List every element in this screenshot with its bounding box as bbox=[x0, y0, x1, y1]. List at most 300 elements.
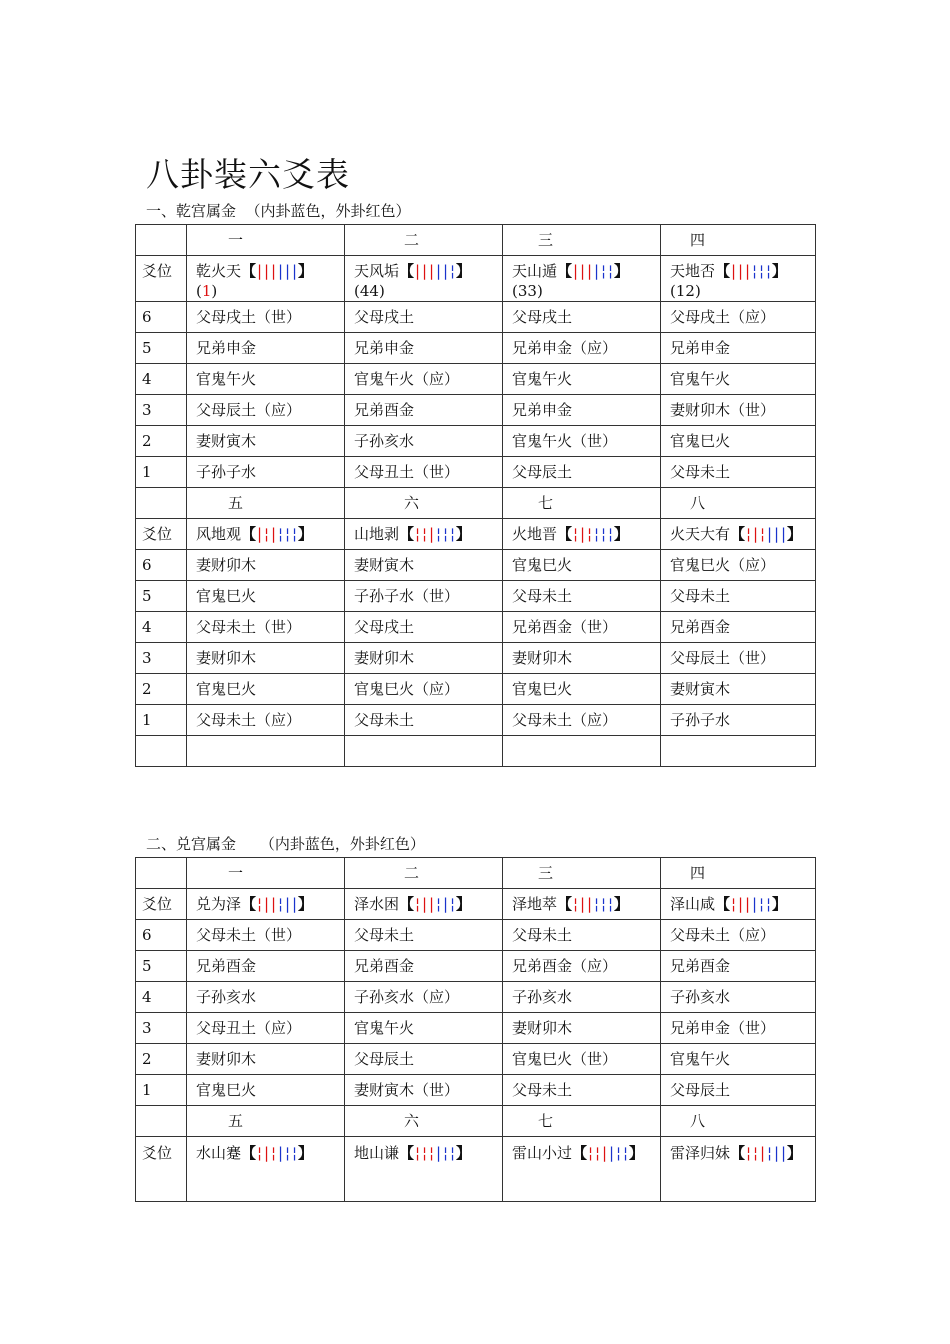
line-position-cell bbox=[136, 982, 187, 1013]
column-number: 三 bbox=[538, 231, 554, 249]
yin-line-mark: ¦ bbox=[443, 525, 449, 543]
yang-line-mark: | bbox=[264, 1144, 270, 1162]
section-heading-qian: 一、乾宫属金 （内卦蓝色，外卦红色） bbox=[146, 202, 411, 220]
line-content-cell bbox=[345, 364, 503, 395]
bracket-open: 【 bbox=[572, 1144, 588, 1162]
column-number: 六 bbox=[404, 494, 420, 512]
yin-line-mark: ¦ bbox=[759, 262, 765, 280]
line-content-cell bbox=[345, 1075, 503, 1106]
line-content: 官鬼午火 bbox=[512, 370, 573, 388]
line-content: 官鬼巳火 bbox=[196, 680, 257, 698]
hexagram-cell bbox=[187, 1137, 345, 1202]
yang-line-mark: | bbox=[781, 525, 787, 543]
yin-line-mark: ¦ bbox=[731, 895, 737, 913]
yin-line-mark: ¦ bbox=[759, 895, 765, 913]
line-content-cell bbox=[187, 581, 345, 612]
line-position: 5 bbox=[142, 587, 152, 605]
blank-cell bbox=[136, 736, 187, 767]
line-content-cell bbox=[503, 581, 661, 612]
line-content: 妻财卯木 bbox=[196, 556, 257, 574]
column-number-cell bbox=[503, 1106, 661, 1137]
bracket-open: 【 bbox=[730, 525, 746, 543]
hexagram-number bbox=[512, 282, 543, 300]
yin-line-mark: ¦ bbox=[587, 525, 593, 543]
line-content-cell bbox=[661, 364, 816, 395]
hexagram-name-row bbox=[136, 519, 816, 550]
bracket-open: 【 bbox=[557, 262, 573, 280]
hexagram-name: 山地剥 bbox=[354, 525, 400, 543]
yang-line-mark: | bbox=[278, 1144, 284, 1162]
line-content: 父母戌土 bbox=[512, 308, 573, 326]
line-content-cell bbox=[661, 1013, 816, 1044]
yin-line-mark: ¦ bbox=[746, 1144, 752, 1162]
hexagram-number-prefix: (12) bbox=[670, 282, 701, 300]
yang-line-mark: | bbox=[580, 262, 586, 280]
yin-line-mark: ¦ bbox=[436, 525, 442, 543]
hexagram-lines bbox=[414, 894, 456, 914]
column-number: 一 bbox=[228, 231, 244, 249]
column-number-cell bbox=[661, 225, 816, 256]
column-number-cell bbox=[345, 488, 503, 519]
yin-line-mark: ¦ bbox=[746, 525, 752, 543]
line-content-cell bbox=[345, 1013, 503, 1044]
line-content: 妻财寅木 bbox=[670, 680, 731, 698]
line-content: 父母辰土 bbox=[512, 463, 573, 481]
position-label-cell bbox=[136, 889, 187, 920]
line-content: 父母辰土（应） bbox=[196, 401, 302, 419]
bracket-open: 【 bbox=[715, 895, 731, 913]
hexagram-name: 风地观 bbox=[196, 525, 242, 543]
yang-line-mark: | bbox=[745, 895, 751, 913]
line-position: 6 bbox=[142, 308, 152, 326]
empty-corner-cell bbox=[136, 488, 187, 519]
line-content: 官鬼午火 bbox=[670, 370, 731, 388]
line-content: 官鬼午火（世） bbox=[512, 432, 618, 450]
line-content: 官鬼巳火（应） bbox=[354, 680, 460, 698]
line-position-cell bbox=[136, 364, 187, 395]
hexagram-number-prefix: ( bbox=[196, 282, 202, 300]
position-label: 爻位 bbox=[142, 262, 173, 280]
line-content: 官鬼午火（应） bbox=[354, 370, 460, 388]
yin-line-mark: ¦ bbox=[292, 525, 298, 543]
line-content-cell bbox=[345, 705, 503, 736]
line-content: 父母未土 bbox=[512, 926, 573, 944]
line-position-cell bbox=[136, 333, 187, 364]
line-content: 父母辰土 bbox=[354, 1050, 415, 1068]
bracket-close: 】 bbox=[787, 1144, 803, 1162]
bracket-open: 【 bbox=[730, 1144, 746, 1162]
line-content-cell bbox=[187, 705, 345, 736]
yang-line-mark: | bbox=[285, 895, 291, 913]
hexagram-lines bbox=[730, 261, 772, 281]
line-content-cell bbox=[661, 302, 816, 333]
hexagram-cell bbox=[503, 519, 661, 550]
header-number-row bbox=[136, 488, 816, 519]
line-content: 官鬼巳火（世） bbox=[512, 1050, 618, 1068]
line-content-cell bbox=[503, 705, 661, 736]
line-row bbox=[136, 426, 816, 457]
line-content: 妻财卯木 bbox=[196, 649, 257, 667]
yin-line-mark: ¦ bbox=[608, 525, 614, 543]
line-position: 4 bbox=[142, 618, 152, 636]
yang-line-mark: | bbox=[285, 262, 291, 280]
yang-line-mark: | bbox=[587, 895, 593, 913]
hexagram-name-row bbox=[136, 889, 816, 920]
line-position-cell bbox=[136, 550, 187, 581]
yin-line-mark: ¦ bbox=[766, 262, 772, 280]
line-content: 兄弟申金 bbox=[670, 339, 731, 357]
column-number: 六 bbox=[404, 1112, 420, 1130]
bracket-open: 【 bbox=[399, 525, 415, 543]
yang-line-mark: | bbox=[587, 262, 593, 280]
hexagram-cell bbox=[187, 519, 345, 550]
line-content-cell bbox=[661, 1075, 816, 1106]
line-content-cell bbox=[345, 457, 503, 488]
line-content-cell bbox=[187, 1044, 345, 1075]
bracket-close: 】 bbox=[456, 525, 472, 543]
yin-line-mark: ¦ bbox=[595, 1144, 601, 1162]
line-position-cell bbox=[136, 457, 187, 488]
bracket-close: 】 bbox=[772, 262, 788, 280]
column-number-cell bbox=[661, 488, 816, 519]
yin-line-mark: ¦ bbox=[601, 895, 607, 913]
line-row bbox=[136, 550, 816, 581]
bracket-close: 】 bbox=[298, 1144, 314, 1162]
line-content-cell bbox=[503, 1044, 661, 1075]
bracket-open: 【 bbox=[557, 525, 573, 543]
column-number-cell bbox=[187, 225, 345, 256]
yang-line-mark: | bbox=[264, 262, 270, 280]
column-number-cell bbox=[187, 488, 345, 519]
line-content-cell bbox=[503, 951, 661, 982]
line-content-cell bbox=[503, 920, 661, 951]
hexagram-name: 雷山小过 bbox=[512, 1144, 573, 1162]
line-content: 妻财寅木 bbox=[196, 432, 257, 450]
hexagram-cell bbox=[503, 1137, 661, 1202]
yang-line-mark: | bbox=[257, 262, 263, 280]
bracket-open: 【 bbox=[241, 1144, 257, 1162]
hexagram-cell bbox=[345, 889, 503, 920]
yin-line-mark: ¦ bbox=[443, 1144, 449, 1162]
bracket-open: 【 bbox=[241, 895, 257, 913]
column-number-cell bbox=[187, 858, 345, 889]
hexagram-cell bbox=[661, 889, 816, 920]
line-content-cell bbox=[345, 426, 503, 457]
line-row bbox=[136, 674, 816, 705]
line-content: 兄弟酉金 bbox=[670, 957, 731, 975]
line-content-cell bbox=[187, 612, 345, 643]
yang-line-mark: | bbox=[415, 262, 421, 280]
line-content: 兄弟申金（应） bbox=[512, 339, 618, 357]
line-content: 妻财卯木 bbox=[512, 1019, 573, 1037]
bracket-close: 】 bbox=[456, 895, 472, 913]
hexagram-name-row bbox=[136, 1137, 816, 1202]
line-content: 官鬼巳火 bbox=[512, 680, 573, 698]
line-content: 官鬼午火 bbox=[354, 1019, 415, 1037]
yin-line-mark: ¦ bbox=[271, 1144, 277, 1162]
line-content-cell bbox=[345, 302, 503, 333]
line-position-cell bbox=[136, 1044, 187, 1075]
yang-line-mark: | bbox=[278, 262, 284, 280]
line-content: 父母未土 bbox=[354, 926, 415, 944]
line-row bbox=[136, 1044, 816, 1075]
line-content: 兄弟酉金 bbox=[354, 401, 415, 419]
column-number-cell bbox=[503, 858, 661, 889]
yang-line-mark: | bbox=[429, 895, 435, 913]
yang-line-mark: | bbox=[781, 1144, 787, 1162]
line-content: 官鬼巳火 bbox=[512, 556, 573, 574]
line-row bbox=[136, 705, 816, 736]
line-content-cell bbox=[345, 1044, 503, 1075]
line-content-cell bbox=[187, 643, 345, 674]
hexagram-lines bbox=[256, 1143, 298, 1163]
column-number: 二 bbox=[404, 231, 420, 249]
hexagram-name: 雷泽归妹 bbox=[670, 1144, 731, 1162]
yin-line-mark: ¦ bbox=[450, 262, 456, 280]
line-content: 父母未土 bbox=[512, 587, 573, 605]
line-content-cell bbox=[661, 426, 816, 457]
yin-line-mark: ¦ bbox=[429, 1144, 435, 1162]
yin-line-mark: ¦ bbox=[608, 895, 614, 913]
line-content-cell bbox=[345, 612, 503, 643]
hexagram-lines bbox=[414, 1143, 456, 1163]
column-number: 八 bbox=[690, 1112, 706, 1130]
position-label: 爻位 bbox=[142, 895, 173, 913]
hexagram-lines bbox=[572, 261, 614, 281]
line-content: 官鬼巳火 bbox=[670, 432, 731, 450]
column-number-cell bbox=[661, 1106, 816, 1137]
line-content-cell bbox=[503, 1013, 661, 1044]
line-content-cell bbox=[345, 920, 503, 951]
line-row bbox=[136, 643, 816, 674]
hexagram-name: 火地晋 bbox=[512, 525, 558, 543]
line-content-cell bbox=[187, 550, 345, 581]
column-number: 三 bbox=[538, 864, 554, 882]
line-content: 子孙子水 bbox=[670, 711, 731, 729]
yang-line-mark: | bbox=[609, 1144, 615, 1162]
line-content: 官鬼巳火 bbox=[196, 587, 257, 605]
line-content-cell bbox=[345, 395, 503, 426]
line-content: 子孙子水（世） bbox=[354, 587, 460, 605]
line-content: 兄弟酉金 bbox=[354, 957, 415, 975]
hexagram-number bbox=[354, 282, 385, 300]
bracket-close: 】 bbox=[787, 525, 803, 543]
line-content-cell bbox=[503, 643, 661, 674]
yang-line-mark: | bbox=[436, 1144, 442, 1162]
yang-line-mark: | bbox=[271, 895, 277, 913]
line-position: 4 bbox=[142, 988, 152, 1006]
yin-line-mark: ¦ bbox=[753, 1144, 759, 1162]
line-content: 兄弟酉金 bbox=[670, 618, 731, 636]
column-number-cell bbox=[187, 1106, 345, 1137]
line-position-cell bbox=[136, 705, 187, 736]
line-content: 子孙亥水 bbox=[670, 988, 731, 1006]
hexagram-table-qian bbox=[135, 224, 816, 767]
line-position-cell bbox=[136, 1075, 187, 1106]
yin-line-mark: ¦ bbox=[608, 262, 614, 280]
hexagram-number-prefix: (44) bbox=[354, 282, 385, 300]
line-content: 妻财卯木（世） bbox=[670, 401, 776, 419]
yin-line-mark: ¦ bbox=[450, 895, 456, 913]
yang-line-mark: | bbox=[580, 895, 586, 913]
yang-line-mark: | bbox=[745, 262, 751, 280]
empty-corner-cell bbox=[136, 858, 187, 889]
column-number-cell bbox=[661, 858, 816, 889]
hexagram-name-row bbox=[136, 256, 816, 302]
section-heading-dui: 二、兑宫属金 （内卦蓝色，外卦红色） bbox=[146, 835, 425, 853]
bracket-open: 【 bbox=[715, 262, 731, 280]
hexagram-lines bbox=[256, 261, 298, 281]
yin-line-mark: ¦ bbox=[616, 1144, 622, 1162]
yin-line-mark: ¦ bbox=[292, 1144, 298, 1162]
column-number-cell bbox=[503, 488, 661, 519]
hexagram-lines bbox=[256, 524, 298, 544]
hexagram-name: 兑为泽 bbox=[196, 895, 242, 913]
line-row bbox=[136, 457, 816, 488]
line-row bbox=[136, 920, 816, 951]
bracket-open: 【 bbox=[399, 895, 415, 913]
yang-line-mark: | bbox=[731, 262, 737, 280]
line-row bbox=[136, 581, 816, 612]
yin-line-mark: ¦ bbox=[623, 1144, 629, 1162]
hexagram-name: 泽山咸 bbox=[670, 895, 716, 913]
line-content-cell bbox=[661, 982, 816, 1013]
hexagram-lines bbox=[414, 524, 456, 544]
hexagram-lines bbox=[745, 524, 787, 544]
yang-line-mark: | bbox=[602, 1144, 608, 1162]
line-position-cell bbox=[136, 581, 187, 612]
line-content: 父母丑土（世） bbox=[354, 463, 460, 481]
line-content: 父母未土（应） bbox=[670, 926, 776, 944]
bracket-close: 】 bbox=[298, 895, 314, 913]
yin-line-mark: ¦ bbox=[767, 1144, 773, 1162]
line-content: 父母戌土（世） bbox=[196, 308, 302, 326]
line-content-cell bbox=[187, 364, 345, 395]
line-content-cell bbox=[187, 1013, 345, 1044]
line-content-cell bbox=[661, 395, 816, 426]
line-content: 父母未土 bbox=[512, 1081, 573, 1099]
hexagram-name: 火天大有 bbox=[670, 525, 731, 543]
yang-line-mark: | bbox=[443, 895, 449, 913]
hexagram-cell bbox=[661, 1137, 816, 1202]
line-content: 父母未土 bbox=[670, 463, 731, 481]
line-content: 子孙子水 bbox=[196, 463, 257, 481]
hexagram-cell bbox=[187, 256, 345, 302]
line-content-cell bbox=[661, 1044, 816, 1075]
line-content: 父母戌土 bbox=[354, 618, 415, 636]
line-content: 父母未土（应） bbox=[196, 711, 302, 729]
yin-line-mark: ¦ bbox=[285, 525, 291, 543]
blank-cell bbox=[503, 736, 661, 767]
yang-line-mark: | bbox=[738, 895, 744, 913]
line-content-cell bbox=[345, 643, 503, 674]
line-content: 兄弟酉金（世） bbox=[512, 618, 618, 636]
bracket-close: 】 bbox=[456, 262, 472, 280]
line-row bbox=[136, 364, 816, 395]
line-content-cell bbox=[187, 426, 345, 457]
header-number-row bbox=[136, 858, 816, 889]
yin-line-mark: ¦ bbox=[422, 1144, 428, 1162]
line-content: 妻财卯木 bbox=[196, 1050, 257, 1068]
yang-line-mark: | bbox=[422, 262, 428, 280]
bracket-close: 】 bbox=[298, 262, 314, 280]
yang-line-mark: | bbox=[580, 525, 586, 543]
yang-line-mark: | bbox=[429, 525, 435, 543]
yang-line-mark: | bbox=[443, 262, 449, 280]
line-content-cell bbox=[503, 395, 661, 426]
line-position: 1 bbox=[142, 463, 152, 481]
line-content-cell bbox=[187, 674, 345, 705]
hexagram-name: 泽水困 bbox=[354, 895, 400, 913]
hexagram-lines bbox=[730, 894, 772, 914]
yin-line-mark: ¦ bbox=[450, 1144, 456, 1162]
yin-line-mark: ¦ bbox=[450, 525, 456, 543]
hexagram-name: 泽地萃 bbox=[512, 895, 558, 913]
yin-line-mark: ¦ bbox=[601, 262, 607, 280]
hexagram-name: 地山谦 bbox=[354, 1144, 400, 1162]
line-content: 父母未土（世） bbox=[196, 926, 302, 944]
column-number: 一 bbox=[228, 864, 244, 882]
line-position: 6 bbox=[142, 556, 152, 574]
line-content: 父母辰土（世） bbox=[670, 649, 776, 667]
line-content-cell bbox=[661, 920, 816, 951]
hexagram-cell bbox=[661, 256, 816, 302]
column-number: 八 bbox=[690, 494, 706, 512]
column-number: 四 bbox=[690, 864, 706, 882]
bracket-close: 】 bbox=[614, 525, 630, 543]
column-number-cell bbox=[345, 1106, 503, 1137]
line-content-cell bbox=[503, 302, 661, 333]
yang-line-mark: | bbox=[429, 262, 435, 280]
line-content: 父母未土 bbox=[670, 587, 731, 605]
line-content: 官鬼巳火 bbox=[196, 1081, 257, 1099]
bracket-close: 】 bbox=[456, 1144, 472, 1162]
yin-line-mark: ¦ bbox=[573, 525, 579, 543]
yin-line-mark: ¦ bbox=[285, 1144, 291, 1162]
position-label-cell bbox=[136, 1137, 187, 1202]
yin-line-mark: ¦ bbox=[257, 895, 263, 913]
line-position: 2 bbox=[142, 1050, 152, 1068]
column-number: 四 bbox=[690, 231, 706, 249]
line-position: 2 bbox=[142, 432, 152, 450]
yin-line-mark: ¦ bbox=[415, 525, 421, 543]
hexagram-cell bbox=[345, 256, 503, 302]
yin-line-mark: ¦ bbox=[415, 895, 421, 913]
position-label: 爻位 bbox=[142, 525, 173, 543]
yin-line-mark: ¦ bbox=[594, 525, 600, 543]
line-row bbox=[136, 333, 816, 364]
hexagram-cell bbox=[503, 256, 661, 302]
line-content-cell bbox=[661, 951, 816, 982]
yang-line-mark: | bbox=[774, 1144, 780, 1162]
bracket-close: 】 bbox=[629, 1144, 645, 1162]
yin-line-mark: ¦ bbox=[573, 895, 579, 913]
hexagram-table-dui bbox=[135, 857, 816, 1202]
line-content: 妻财卯木 bbox=[512, 649, 573, 667]
column-number: 二 bbox=[404, 864, 420, 882]
position-label: 爻位 bbox=[142, 1144, 173, 1162]
line-content-cell bbox=[345, 982, 503, 1013]
line-content-cell bbox=[345, 333, 503, 364]
yang-line-mark: | bbox=[738, 262, 744, 280]
hexagram-name: 天山遁 bbox=[512, 262, 558, 280]
page-title: 八卦装六爻表 bbox=[146, 155, 350, 194]
yin-line-mark: ¦ bbox=[415, 1144, 421, 1162]
line-content-cell bbox=[503, 982, 661, 1013]
yang-line-mark: | bbox=[753, 525, 759, 543]
yang-line-mark: | bbox=[573, 262, 579, 280]
hexagram-name: 乾火天 bbox=[196, 262, 242, 280]
